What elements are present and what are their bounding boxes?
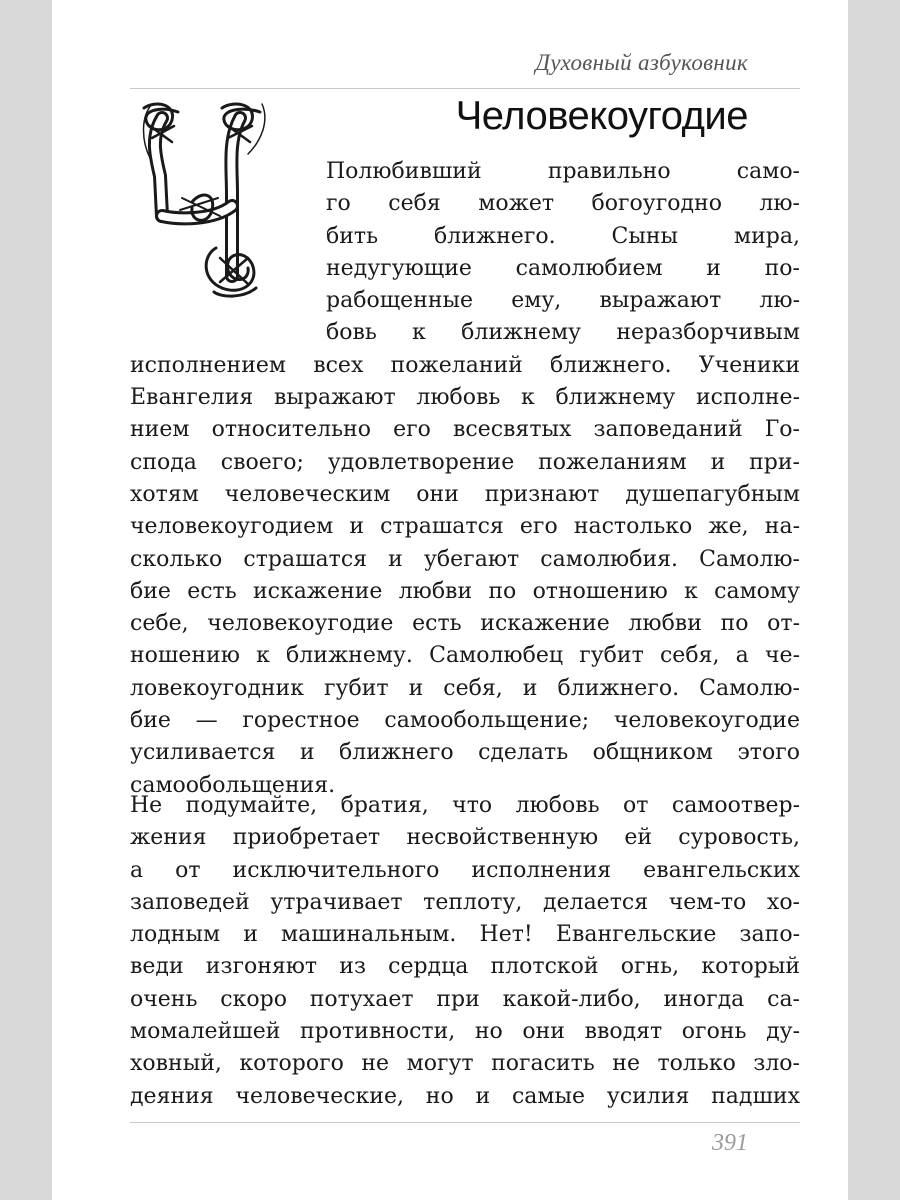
footer-divider [130,1122,800,1123]
text-line: нием относительно его всесвятых заповеданий Го- [130,417,800,443]
text-line: усиливается и ближнего сделать общником этого [130,740,800,766]
text-line: бие — горестное самообольщение; человекоугодие [130,708,800,734]
text-line: Не подумайте, братия, что любовь от самоотвер- [130,793,800,818]
text-line: заповедей утрачивает теплоту, делается чем-то хо- [130,889,800,915]
text-line: ховный, которого не могут погасить не только зло- [130,1051,800,1077]
text-line: хотям человеческим они признают душепагубным [130,481,800,507]
text-line: ношению к ближнему. Самолюбец губит себя, а че- [130,643,800,669]
paragraph-2 [130,790,800,1113]
text-line: сколько страшатся и убегают самолюбия. Самолю- [130,546,800,572]
text-line: самообольщения. [130,772,336,798]
text-line: бовь к ближнему неразборчивым [326,320,800,346]
text-line: Полюбивший правильно само- [326,159,800,184]
text-line: исполнением всех пожеланий ближнего. Ученики [130,352,800,378]
text-line: бить ближнего. Сыны мира, [326,223,800,249]
page-number: 391 [712,1130,748,1156]
text-line: человекоугодием и страшатся его настолько же, на- [130,514,800,540]
text-line: жения приобретает несвойственную ей суровость, [130,825,800,851]
text-line: бие есть искажение любви по отношению к самому [130,578,800,604]
running-head: Духовный азбуковник [535,50,748,75]
text-line: себе, человекоугодие есть искажение любви по от- [130,611,800,637]
header-divider [130,88,800,89]
text-line: деяния человеческие, но и самые усилия падших [130,1083,800,1109]
text-line: рабощенные ему, выражают лю- [326,288,800,314]
book-page [52,0,848,1200]
text-line: ловекоугодник губит и себя, и ближнего. Самолю- [130,675,800,701]
text-line: Евангелия выражают любовь к ближнему исполне- [130,385,800,411]
article-title: Человекоугодие [455,94,748,138]
text-line: лодным и машинальным. Нет! Евангельские запо- [130,922,800,948]
text-line: очень скоро потухает при какой-либо, иногда са- [130,986,800,1012]
text-line: го себя может богоугодно лю- [326,191,800,217]
text-line: а от исключительного исполнения евангельских [130,857,800,883]
text-line: недугующие самолюбием и по- [326,255,800,281]
paragraph-1 [130,156,800,802]
text-line: спода своего; удовлетворение пожеланиям и при- [130,449,800,475]
text-line: момалейшей противности, но они вводят огонь ду- [130,1019,800,1045]
text-line: веди изгоняют из сердца плотской огнь, который [130,954,800,980]
